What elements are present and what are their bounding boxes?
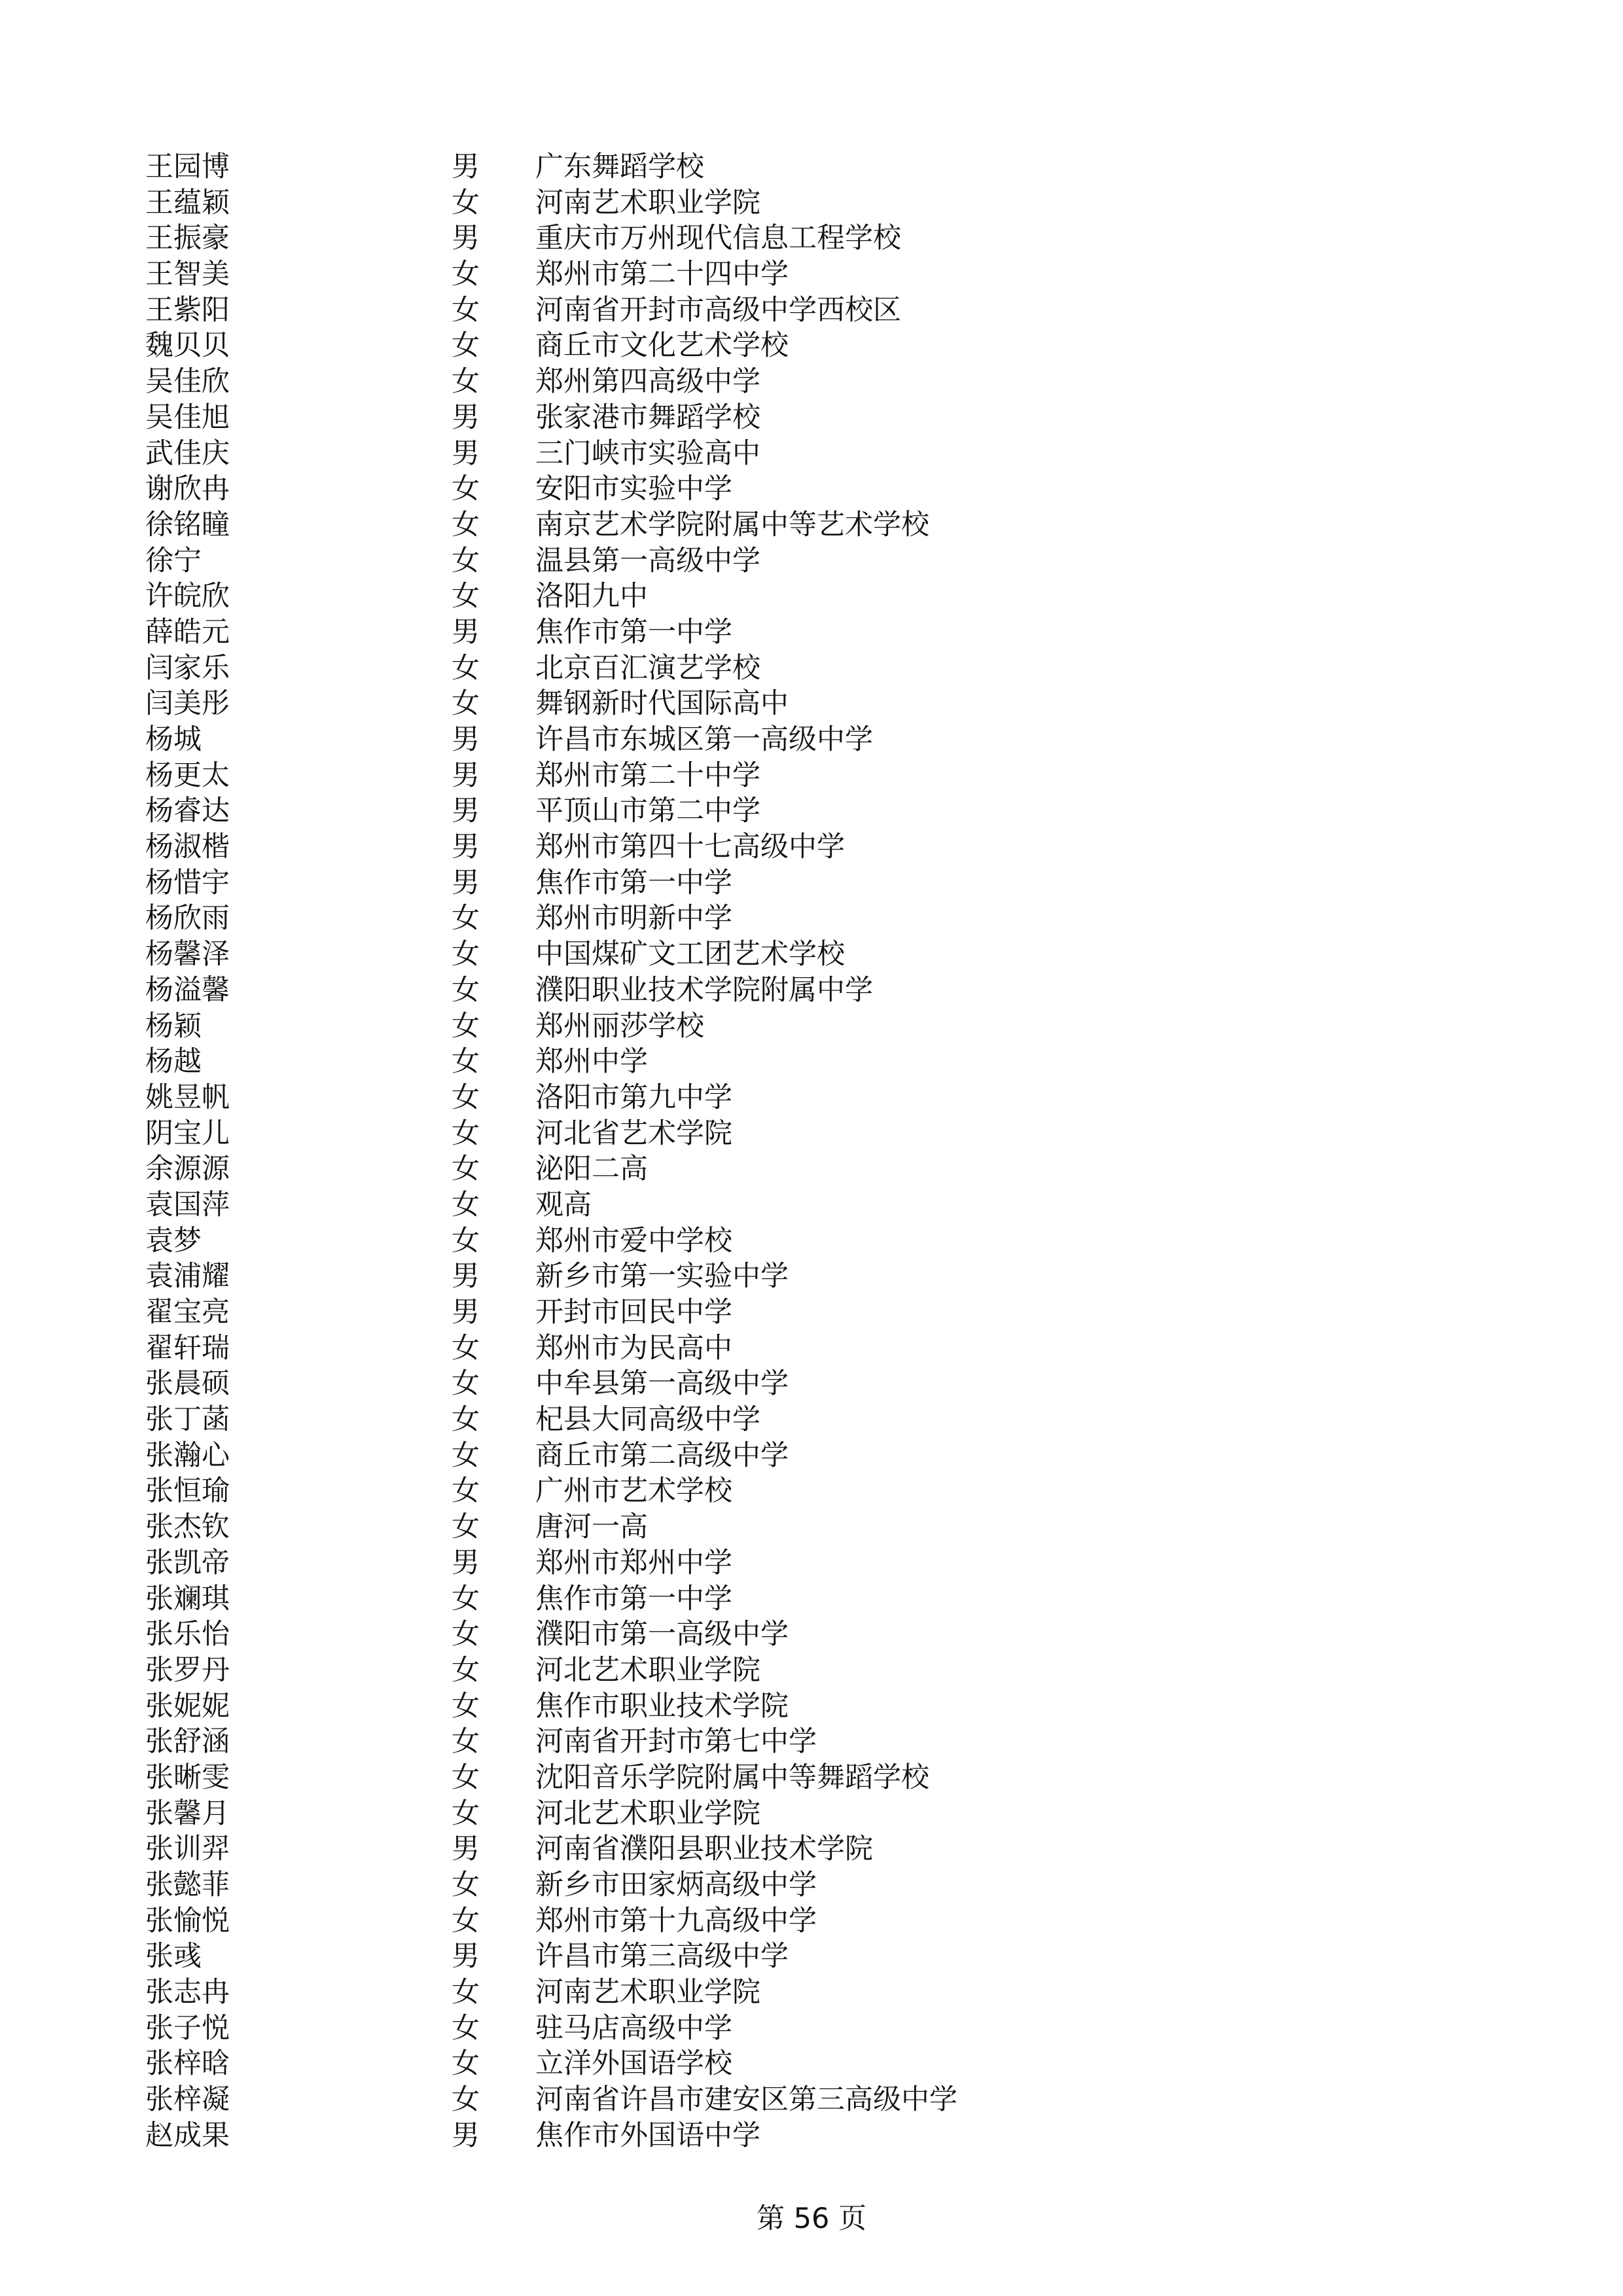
list-row	[0, 1223, 1623, 1259]
list-row	[0, 436, 1623, 472]
student-gender: 女	[452, 1904, 480, 1937]
student-gender: 女	[452, 365, 480, 399]
student-school: 张家港市舞蹈学校	[535, 401, 760, 434]
student-name: 张懿菲	[145, 1869, 230, 1901]
student-school: 泌阳二高	[535, 1153, 648, 1186]
student-name: 张乐怡	[145, 1618, 230, 1651]
list-row	[0, 1295, 1623, 1331]
student-name: 张梓晗	[145, 2047, 230, 2081]
student-gender: 女	[452, 1761, 480, 1794]
student-school: 焦作市第一中学	[535, 866, 732, 899]
student-school: 河南艺术职业学院	[535, 1976, 760, 2009]
list-row	[0, 1689, 1623, 1725]
student-name: 袁国萍	[145, 1188, 230, 1221]
student-school: 杞县大同高级中学	[535, 1403, 760, 1437]
student-gender: 女	[452, 1009, 480, 1043]
student-school: 焦作市外国语中学	[535, 2119, 760, 2152]
student-name: 张丁菡	[145, 1403, 230, 1437]
student-gender: 女	[452, 973, 480, 1007]
list-row	[0, 1116, 1623, 1152]
student-name: 武佳庆	[145, 437, 230, 470]
student-name: 袁浦耀	[145, 1260, 230, 1293]
student-name: 袁梦	[145, 1224, 202, 1257]
student-gender: 男	[452, 1296, 480, 1329]
student-school: 河北省艺术学院	[535, 1117, 732, 1150]
list-row	[0, 364, 1623, 400]
student-school: 三门峡市实验高中	[535, 437, 760, 470]
student-school: 温县第一高级中学	[535, 544, 760, 577]
student-gender: 女	[452, 544, 480, 577]
student-school: 唐河一高	[535, 1511, 648, 1544]
student-gender: 男	[452, 2119, 480, 2152]
student-gender: 男	[452, 866, 480, 899]
student-gender: 女	[452, 1869, 480, 1901]
list-row	[0, 1796, 1623, 1832]
student-gender: 女	[452, 329, 480, 363]
list-row	[0, 1617, 1623, 1653]
student-gender: 女	[452, 1224, 480, 1257]
list-row	[0, 865, 1623, 901]
student-school: 郑州市爱中学校	[535, 1224, 732, 1257]
list-row	[0, 1331, 1623, 1367]
student-name: 张晨硕	[145, 1367, 230, 1401]
student-name: 张瀚心	[145, 1439, 230, 1472]
list-row	[0, 1366, 1623, 1402]
student-name: 杨惜宇	[145, 866, 230, 899]
student-gender: 女	[452, 2047, 480, 2081]
student-name: 杨颖	[145, 1009, 202, 1043]
student-name: 翟轩瑞	[145, 1331, 230, 1365]
student-gender: 女	[452, 1976, 480, 2009]
student-name: 王智美	[145, 258, 230, 291]
list-row	[0, 1545, 1623, 1581]
student-gender: 男	[452, 759, 480, 792]
student-name: 闫美彤	[145, 687, 230, 721]
student-gender: 男	[452, 831, 480, 864]
student-school: 沈阳音乐学院附属中等舞蹈学校	[535, 1761, 929, 1794]
student-name: 王紫阳	[145, 293, 230, 327]
list-row	[0, 722, 1623, 758]
student-name: 吴佳旭	[145, 401, 230, 434]
student-school: 南京艺术学院附属中等艺术学校	[535, 508, 929, 541]
student-name: 张舒涵	[145, 1725, 230, 1759]
student-school: 许昌市东城区第一高级中学	[535, 723, 873, 756]
list-row	[0, 471, 1623, 507]
list-row	[0, 1044, 1623, 1080]
student-gender: 男	[452, 1940, 480, 1973]
student-school: 河北艺术职业学院	[535, 1797, 760, 1830]
student-gender: 女	[452, 1689, 480, 1723]
student-school: 中国煤矿文工团艺术学校	[535, 938, 845, 971]
list-row	[0, 1509, 1623, 1545]
student-gender: 女	[452, 473, 480, 506]
student-gender: 男	[452, 723, 480, 756]
student-name: 赵成果	[145, 2119, 230, 2152]
student-name: 张恒瑜	[145, 1475, 230, 1508]
student-gender: 男	[452, 1546, 480, 1579]
student-gender: 女	[452, 258, 480, 291]
student-name: 薛皓元	[145, 615, 230, 649]
list-row	[0, 758, 1623, 794]
list-row	[0, 257, 1623, 293]
list-row	[0, 149, 1623, 185]
list-row	[0, 1831, 1623, 1867]
list-row	[0, 2046, 1623, 2082]
list-row	[0, 221, 1623, 257]
student-school: 河南省开封市高级中学西校区	[535, 293, 901, 327]
list-row	[0, 507, 1623, 543]
student-school: 郑州市郑州中学	[535, 1546, 732, 1579]
list-row	[0, 1187, 1623, 1223]
student-gender: 女	[452, 1653, 480, 1687]
student-name: 杨馨泽	[145, 938, 230, 971]
list-row	[0, 1080, 1623, 1116]
student-gender: 男	[452, 151, 480, 183]
student-school: 商丘市第二高级中学	[535, 1439, 789, 1472]
student-name: 张馨月	[145, 1797, 230, 1830]
student-school: 河南省濮阳县职业技术学院	[535, 1833, 873, 1866]
student-gender: 女	[452, 293, 480, 327]
student-name: 张斓琪	[145, 1582, 230, 1615]
student-gender: 男	[452, 795, 480, 828]
student-gender: 女	[452, 508, 480, 541]
student-gender: 女	[452, 1582, 480, 1615]
student-school: 郑州市第十九高级中学	[535, 1904, 817, 1937]
student-school: 濮阳市第一高级中学	[535, 1618, 789, 1651]
student-school: 郑州丽莎学校	[535, 1009, 704, 1043]
list-row	[0, 1903, 1623, 1939]
student-gender: 女	[452, 1475, 480, 1508]
student-school: 焦作市第一中学	[535, 1582, 732, 1615]
list-row	[0, 1473, 1623, 1509]
student-school: 开封市回民中学	[535, 1296, 732, 1329]
student-name: 杨城	[145, 723, 202, 756]
student-school: 广东舞蹈学校	[535, 151, 704, 183]
student-gender: 女	[452, 1797, 480, 1830]
student-name: 闫家乐	[145, 651, 230, 685]
list-row	[0, 293, 1623, 329]
student-school: 重庆市万州现代信息工程学校	[535, 222, 901, 255]
student-name: 谢欣冉	[145, 473, 230, 506]
student-school: 舞钢新时代国际高中	[535, 687, 789, 721]
student-school: 焦作市职业技术学院	[535, 1689, 789, 1723]
student-gender: 男	[452, 1260, 480, 1293]
student-list	[0, 149, 1623, 2154]
student-gender: 女	[452, 938, 480, 971]
list-row	[0, 1009, 1623, 1045]
student-gender: 男	[452, 1833, 480, 1866]
list-row	[0, 973, 1623, 1009]
list-row	[0, 1975, 1623, 2011]
student-gender: 女	[452, 1725, 480, 1759]
list-row	[0, 1760, 1623, 1796]
student-gender: 男	[452, 437, 480, 470]
list-row	[0, 686, 1623, 722]
student-name: 杨溢馨	[145, 973, 230, 1007]
student-name: 许皖欣	[145, 580, 230, 613]
student-name: 徐铭瞳	[145, 508, 230, 541]
list-row	[0, 1581, 1623, 1617]
student-name: 魏贝贝	[145, 329, 230, 363]
student-gender: 女	[452, 1331, 480, 1365]
list-row	[0, 1402, 1623, 1438]
student-school: 北京百汇演艺学校	[535, 651, 760, 685]
list-row	[0, 615, 1623, 651]
student-name: 王蕴颖	[145, 186, 230, 219]
student-school: 新乡市田家炳高级中学	[535, 1869, 817, 1901]
student-school: 立洋外国语学校	[535, 2047, 732, 2081]
student-name: 张彧	[145, 1940, 202, 1973]
student-school: 郑州市第四十七高级中学	[535, 831, 845, 864]
student-gender: 女	[452, 1153, 480, 1186]
list-row	[0, 1438, 1623, 1474]
student-school: 安阳市实验中学	[535, 473, 732, 506]
list-row	[0, 1724, 1623, 1760]
student-gender: 女	[452, 1618, 480, 1651]
student-school: 观高	[535, 1188, 592, 1221]
student-name: 张杰钦	[145, 1511, 230, 1544]
student-name: 姚昱帆	[145, 1081, 230, 1114]
student-name: 张罗丹	[145, 1653, 230, 1687]
student-gender: 女	[452, 1188, 480, 1221]
student-gender: 女	[452, 1045, 480, 1079]
list-row	[0, 2011, 1623, 2047]
list-row	[0, 2118, 1623, 2154]
student-name: 杨更太	[145, 759, 230, 792]
student-school: 洛阳市第九中学	[535, 1081, 732, 1114]
list-row	[0, 579, 1623, 615]
student-gender: 女	[452, 1117, 480, 1150]
student-school: 商丘市文化艺术学校	[535, 329, 789, 363]
student-gender: 女	[452, 186, 480, 219]
list-row	[0, 937, 1623, 973]
student-gender: 女	[452, 2011, 480, 2045]
list-row	[0, 793, 1623, 829]
student-gender: 女	[452, 1367, 480, 1401]
student-name: 杨睿达	[145, 795, 230, 828]
list-row	[0, 829, 1623, 865]
student-name: 王振豪	[145, 222, 230, 255]
student-name: 徐宁	[145, 544, 202, 577]
student-name: 王园博	[145, 151, 230, 183]
student-name: 张妮妮	[145, 1689, 230, 1723]
student-gender: 女	[452, 687, 480, 721]
student-school: 中牟县第一高级中学	[535, 1367, 789, 1401]
student-gender: 女	[452, 1081, 480, 1114]
list-row	[0, 1259, 1623, 1295]
student-gender: 女	[452, 1403, 480, 1437]
student-name: 张凯帝	[145, 1546, 230, 1579]
student-gender: 女	[452, 2083, 480, 2117]
student-gender: 女	[452, 651, 480, 685]
list-row	[0, 1653, 1623, 1689]
student-school: 平顶山市第二中学	[535, 795, 760, 828]
list-row	[0, 1151, 1623, 1187]
student-school: 洛阳九中	[535, 580, 648, 613]
student-gender: 女	[452, 580, 480, 613]
student-school: 许昌市第三高级中学	[535, 1940, 789, 1973]
list-row	[0, 543, 1623, 579]
student-gender: 男	[452, 222, 480, 255]
list-row	[0, 328, 1623, 364]
student-name: 杨越	[145, 1045, 202, 1079]
student-gender: 男	[452, 401, 480, 434]
page-number: 第 56 页	[756, 2202, 867, 2235]
student-name: 张晰雯	[145, 1761, 230, 1794]
student-name: 阴宝儿	[145, 1117, 230, 1150]
student-school: 河北艺术职业学院	[535, 1653, 760, 1687]
student-school: 新乡市第一实验中学	[535, 1260, 789, 1293]
student-school: 河南省许昌市建安区第三高级中学	[535, 2083, 957, 2117]
list-row	[0, 651, 1623, 687]
student-school: 郑州第四高级中学	[535, 365, 760, 399]
student-name: 张愉悦	[145, 1904, 230, 1937]
student-gender: 女	[452, 1511, 480, 1544]
list-row	[0, 2082, 1623, 2118]
student-name: 张志冉	[145, 1976, 230, 2009]
list-row	[0, 1867, 1623, 1903]
student-name: 杨欣雨	[145, 902, 230, 935]
student-name: 张子悦	[145, 2011, 230, 2045]
student-school: 濮阳职业技术学院附属中学	[535, 973, 873, 1007]
student-gender: 女	[452, 1439, 480, 1472]
student-school: 郑州市明新中学	[535, 902, 732, 935]
student-school: 郑州市为民高中	[535, 1331, 732, 1365]
student-name: 杨淑楷	[145, 831, 230, 864]
student-name: 翟宝亮	[145, 1296, 230, 1329]
student-school: 郑州市第二十四中学	[535, 258, 789, 291]
student-school: 郑州市第二十中学	[535, 759, 760, 792]
student-name: 张训羿	[145, 1833, 230, 1866]
student-school: 河南艺术职业学院	[535, 186, 760, 219]
student-school: 焦作市第一中学	[535, 615, 732, 649]
student-name: 张梓凝	[145, 2083, 230, 2117]
list-row	[0, 400, 1623, 436]
student-school: 驻马店高级中学	[535, 2011, 732, 2045]
student-school: 郑州中学	[535, 1045, 648, 1079]
student-name: 余源源	[145, 1153, 230, 1186]
student-name: 吴佳欣	[145, 365, 230, 399]
list-row	[0, 1939, 1623, 1975]
student-school: 河南省开封市第七中学	[535, 1725, 817, 1759]
student-school: 广州市艺术学校	[535, 1475, 732, 1508]
student-gender: 女	[452, 902, 480, 935]
student-gender: 男	[452, 615, 480, 649]
list-row	[0, 901, 1623, 937]
list-row	[0, 185, 1623, 221]
